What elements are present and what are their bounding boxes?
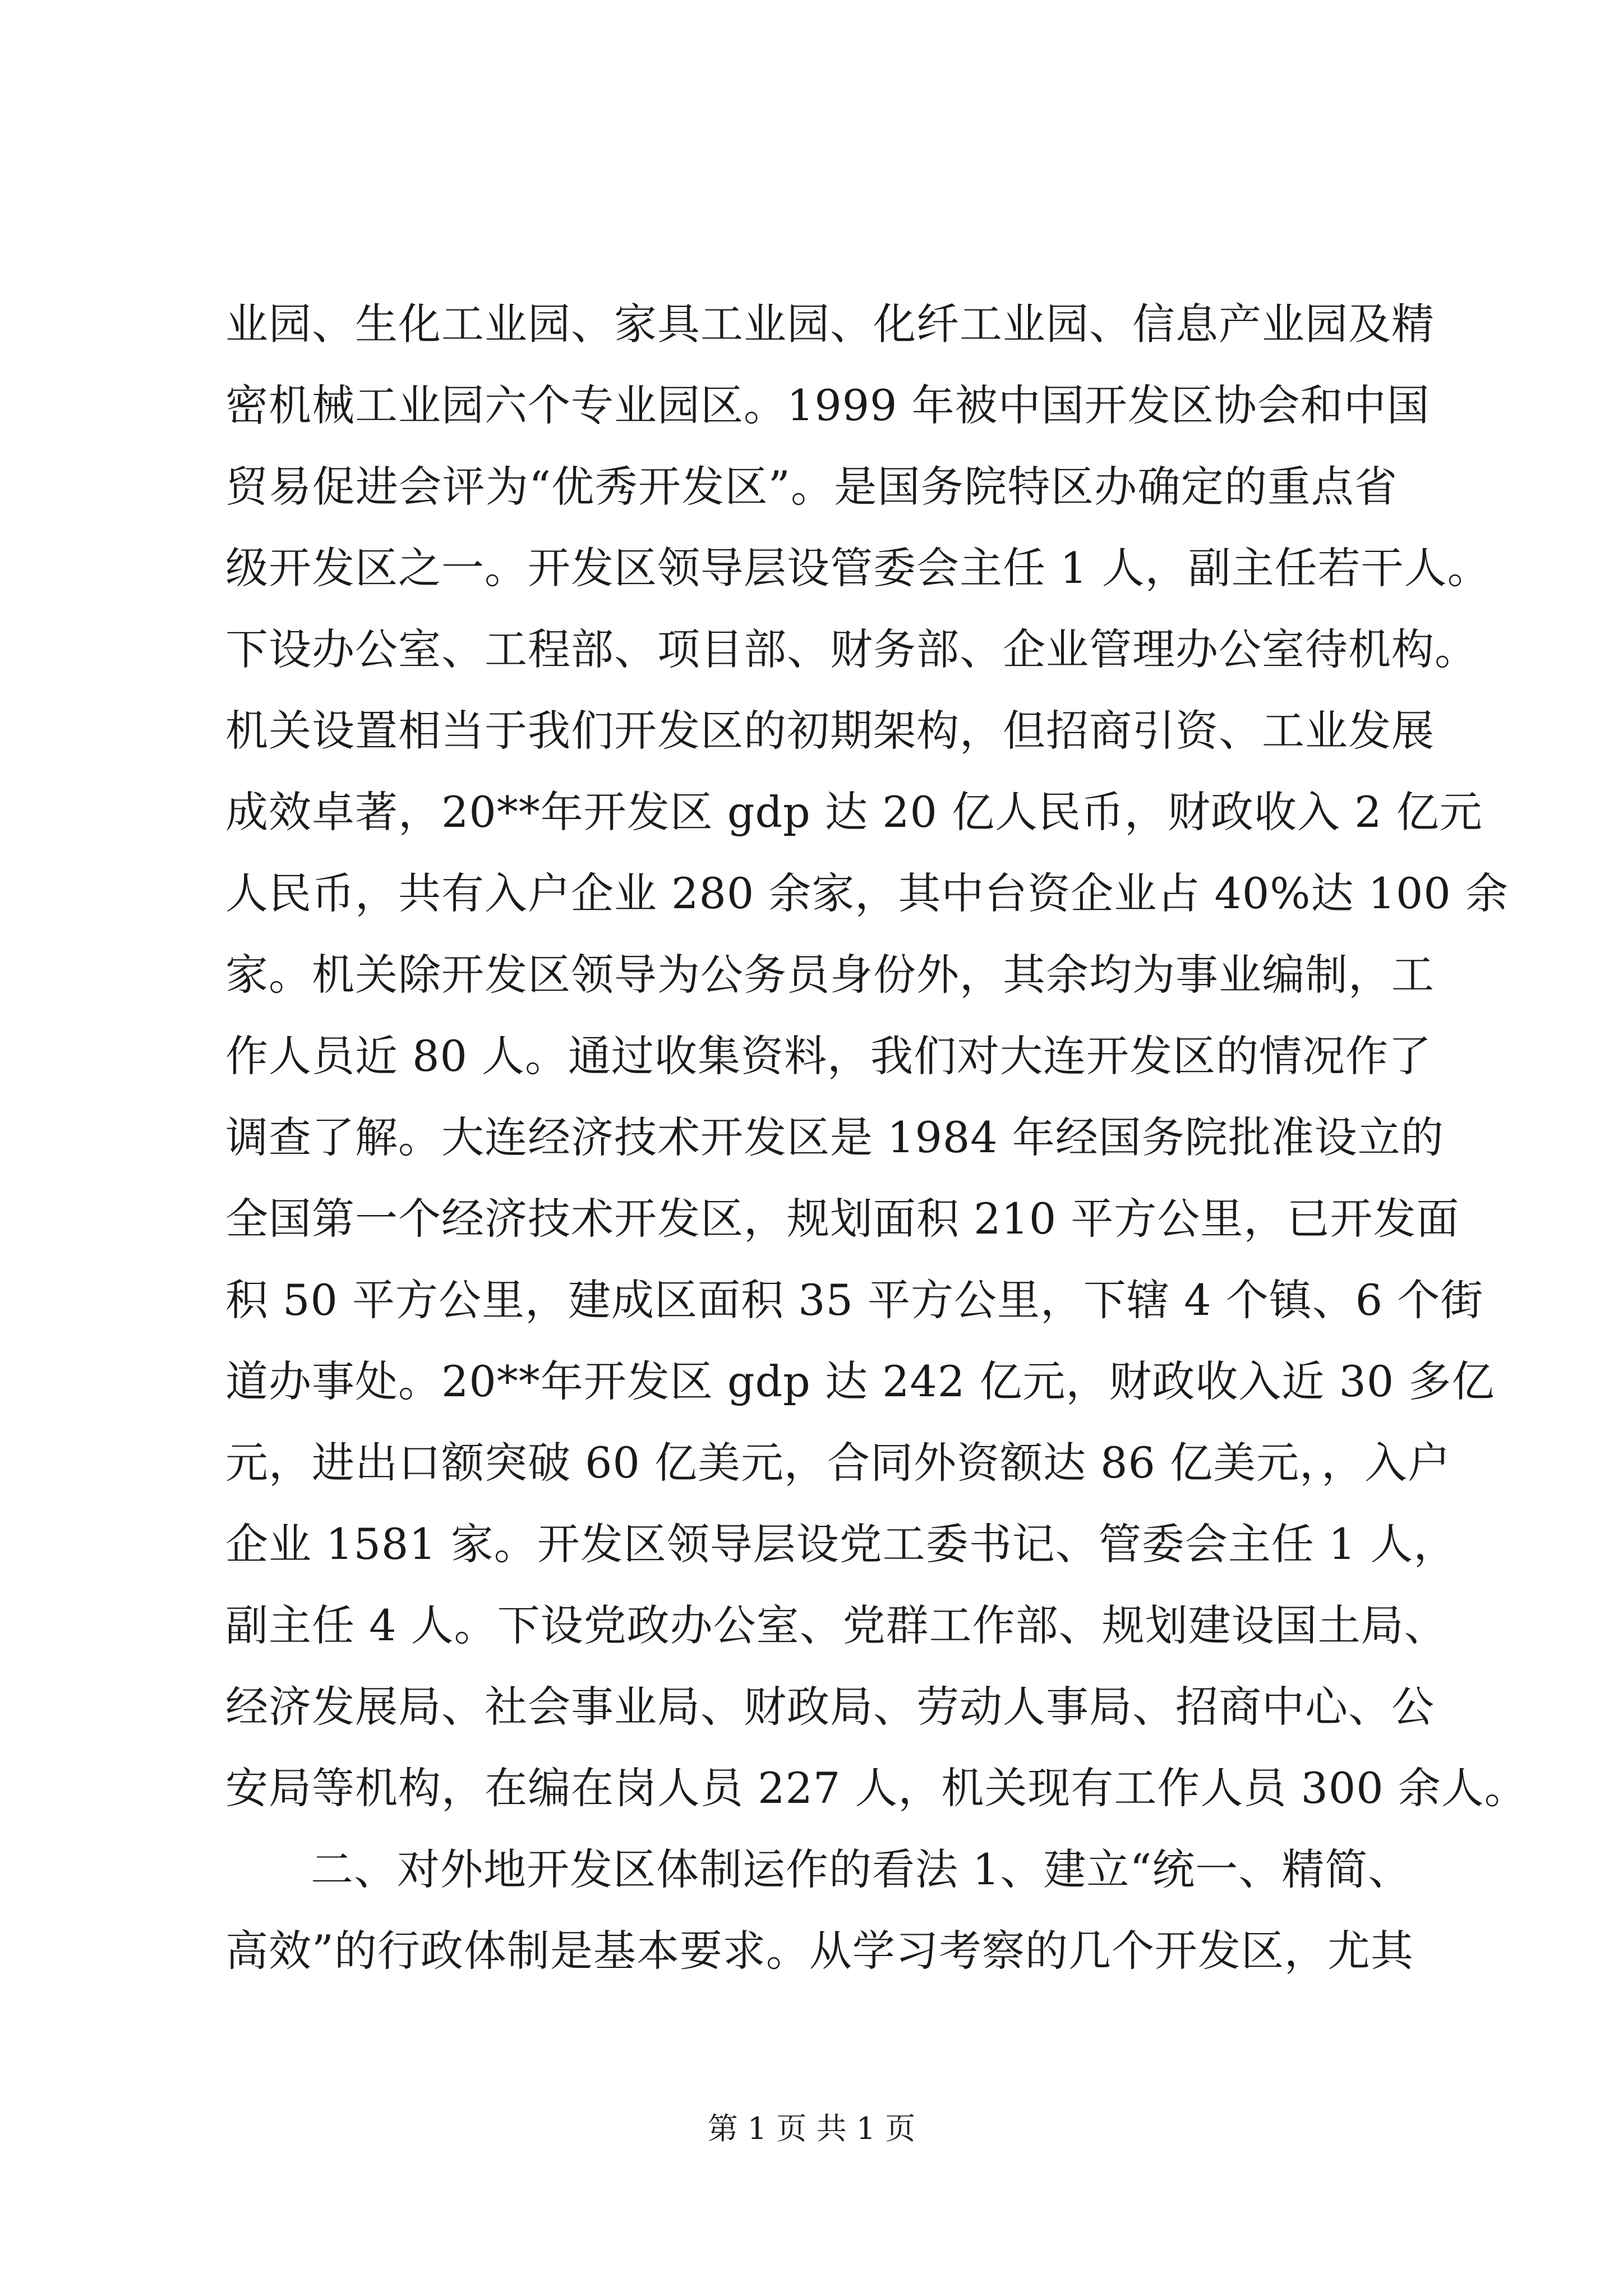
text-line: 密机械工业园六个专业园区。1999 年被中国开发区协会和中国 xyxy=(225,380,1430,430)
document-body xyxy=(225,283,1528,1991)
text-line: 调查了解。大连经济技术开发区是 1984 年经国务院批准设立的 xyxy=(225,1112,1444,1162)
text-line: 企业 1581 家。开发区领导层设党工委书记、管委会主任 1 人， xyxy=(225,1519,1457,1569)
text-line: 贸易促进会评为“优秀开发区”。是国务院特区办确定的重点省 xyxy=(225,462,1398,512)
text-line: 成效卓著，20**年开发区 gdp 达 20 亿人民币，财政收入 2 亿元 xyxy=(225,787,1483,837)
text-line: 道办事处。20**年开发区 gdp 达 242 亿元，财政收入近 30 多亿 xyxy=(225,1356,1495,1406)
page-footer xyxy=(0,2106,1623,2151)
text-line: 经济发展局、社会事业局、财政局、劳动人事局、招商中心、公 xyxy=(225,1682,1435,1732)
text-line: 作人员近 80 人。通过收集资料，我们对大连开发区的情况作了 xyxy=(225,1031,1432,1081)
text-line: 家。机关除开发区领导为公务员身份外，其余均为事业编制，工 xyxy=(225,950,1435,1000)
text-line: 高效”的行政体制是基本要求。从学习考察的几个开发区，尤其 xyxy=(225,1926,1414,1976)
text-line: 副主任 4 人。下设党政办公室、党群工作部、规划建设国土局、 xyxy=(225,1600,1447,1650)
paragraph-1 xyxy=(225,283,1528,1829)
text-line: 积 50 平方公里，建成区面积 35 平方公里，下辖 4 个镇、6 个街 xyxy=(225,1275,1484,1325)
text-line: 机关设置相当于我们开发区的初期架构，但招商引资、工业发展 xyxy=(225,706,1435,756)
text-line: 下设办公室、工程部、项目部、财务部、企业管理办公室待机构。 xyxy=(225,624,1478,674)
text-line: 级开发区之一。开发区领导层设管委会主任 1 人，副主任若干人。 xyxy=(225,543,1491,593)
page-number-label: 第 1 页 共 1 页 xyxy=(707,2111,916,2146)
text-line: 二、对外地开发区体制运作的看法 1、建立“统一、精简、 xyxy=(311,1844,1412,1894)
text-line: 全国第一个经济技术开发区，规划面积 210 平方公里，已开发面 xyxy=(225,1194,1460,1244)
text-line: 业园、生化工业园、家具工业园、化纤工业园、信息产业园及精 xyxy=(225,299,1435,349)
text-line: 人民币，共有入户企业 280 余家，其中台资企业占 40%达 100 余 xyxy=(225,868,1509,918)
paragraph-2 xyxy=(225,1829,1414,1991)
text-line: 元，进出口额突破 60 亿美元，合同外资额达 86 亿美元，，入户 xyxy=(225,1438,1451,1488)
text-line: 安局等机构，在编在岗人员 227 人，机关现有工作人员 300 余人。 xyxy=(225,1763,1528,1813)
